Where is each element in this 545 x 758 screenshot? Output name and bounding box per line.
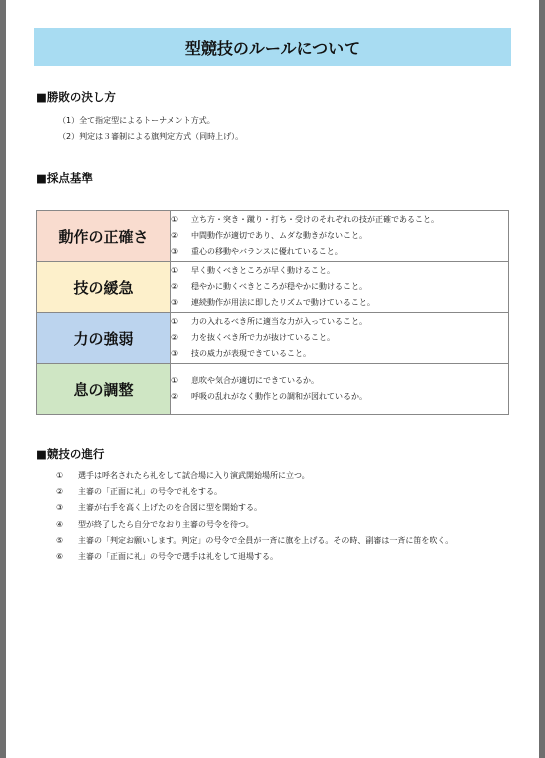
category-cell: 技の緩急 xyxy=(37,262,171,313)
category-cell: 動作の正確さ xyxy=(37,211,171,262)
criteria-cell xyxy=(171,364,509,415)
document-page xyxy=(6,0,539,758)
criteria-item: ③ 技の威力が表現できていること。 xyxy=(171,349,311,358)
criteria-item: ② 穏やかに動くべきところが穏やかに動けること。 xyxy=(171,282,367,291)
section-heading-procedure: ■競技の進行 xyxy=(36,447,105,461)
criteria-item: ② 呼吸の乱れがなく動作との調和が図れているか。 xyxy=(171,392,367,401)
list-item: ③ 主審が右手を高く上げたのを合図に型を開始する。 xyxy=(56,503,262,513)
list-item: （2）判定は３審制による旗判定方式（同時上げ）。 xyxy=(58,132,244,141)
table-row xyxy=(37,211,509,262)
list-item: ② 主審の「正面に礼」の号令で礼をする。 xyxy=(56,487,222,497)
criteria-item: ③ 連続動作が用法に即したリズムで動けていること。 xyxy=(171,298,375,307)
criteria-item: ① 早く動くべきところが早く動けること。 xyxy=(171,266,335,275)
criteria-cell xyxy=(171,313,509,364)
section-heading-scoring: ■採点基準 xyxy=(36,171,93,185)
scoring-criteria-table xyxy=(36,210,509,415)
criteria-item: ① 息吹や気合が適切にできているか。 xyxy=(171,376,319,385)
table-row xyxy=(37,262,509,313)
criteria-cell xyxy=(171,262,509,313)
category-cell: 息の調整 xyxy=(37,364,171,415)
table-row xyxy=(37,364,509,415)
procedure-list xyxy=(56,468,453,565)
section-heading-outcome: ■勝敗の決し方 xyxy=(36,90,116,104)
outcome-list xyxy=(58,113,243,145)
list-item: ⑤ 主審の「判定お願いします。判定」の号令で全員が一斉に旗を上げる。その時、副審は一斉に笛を吹く。 xyxy=(56,535,454,545)
criteria-item: ② 中間動作が適切であり、ムダな動きがないこと。 xyxy=(171,231,367,240)
criteria-item: ① 力の入れるべき所に適当な力が入っていること。 xyxy=(171,317,367,326)
table-row xyxy=(37,313,509,364)
list-item: ④ 型が終了したら自分でなおり主審の号令を待つ。 xyxy=(56,519,254,529)
criteria-item: ③ 重心の移動やバランスに優れていること。 xyxy=(171,247,343,256)
page-title: 型競技のルールについて xyxy=(34,28,511,66)
criteria-cell xyxy=(171,211,509,262)
criteria-item: ② 力を抜くべき所で力が抜けていること。 xyxy=(171,333,335,342)
list-item: （1）全て指定型によるトーナメント方式。 xyxy=(58,116,215,125)
list-item: ⑥ 主審の「正面に礼」の号令で選手は礼をして退場する。 xyxy=(56,552,278,562)
criteria-item: ① 立ち方・突き・蹴り・打ち・受けのそれぞれの技が正確であること。 xyxy=(171,215,439,224)
category-cell: 力の強弱 xyxy=(37,313,171,364)
list-item: ① 選手は呼名されたら礼をして試合場に入り演武開始場所に立つ。 xyxy=(56,471,310,480)
